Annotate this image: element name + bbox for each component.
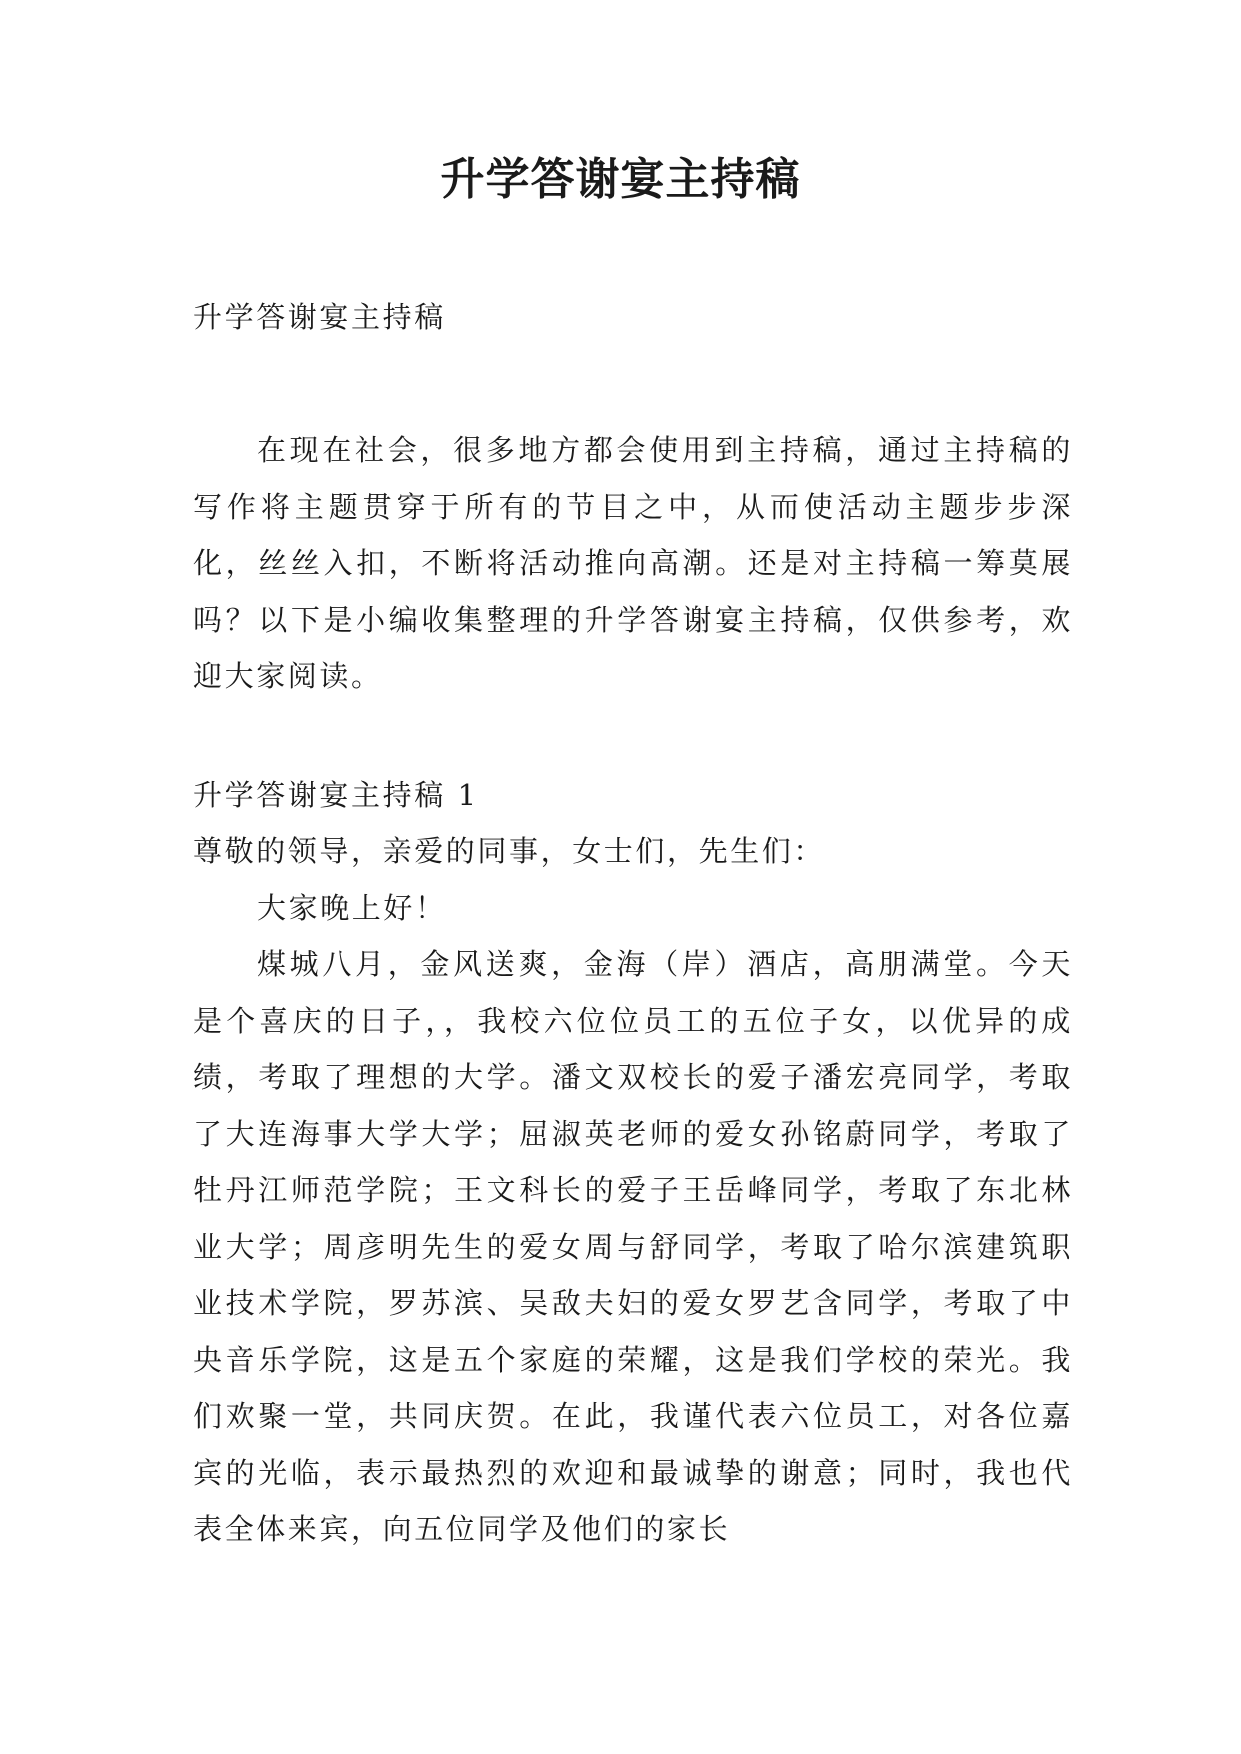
salutation: 尊敬的领导，亲爱的同事，女士们，先生们： [193,834,826,868]
spacer [193,705,1073,767]
document-content [193,292,1073,1558]
spacer [193,342,1073,422]
intro-paragraph: 在现在社会，很多地方都会使用到主持稿，通过主持稿的写作将主题贯穿于所有的节目之中，从而使活动主题步步深化，丝丝入扣，不断将活动推向高潮。还是对主持稿一筹莫展吗？以下是小编收集整理的升学答谢宴主持稿，仅供参考，欢迎大家阅读。 [193,433,1073,693]
body-paragraph: 煤城八月，金风送爽，金海（岸）酒店，高朋满堂。今天是个喜庆的日子，，我校六位位员工的五位子女，以优异的成绩，考取了理想的大学。潘文双校长的爱子潘宏亮同学，考取了大连海事大学大学；屈淑英老师的爱女孙铭蔚同学，考取了牡丹江师范学院；王文科长的爱子王岳峰同学，考取了东北林业大学；周彦明先生的爱女周与舒同学，考取了哈尔滨建筑职业技术学院，罗苏滨、吴敌夫妇的爱女罗艺含同学，考取了中央音乐学院，这是五个家庭的荣耀，这是我们学校的荣光。我们欢聚一堂，共同庆贺。在此，我谨代表六位员工，对各位嘉宾的光临，表示最热烈的欢迎和最诚挚的谢意；同时，我也代表全体来宾，向五位同学及他们的家长 [193,947,1073,1546]
section-heading: 升学答谢宴主持稿 1 [193,777,479,812]
document-title: 升学答谢宴主持稿 [440,154,801,205]
document-subtitle: 升学答谢宴主持稿 [193,300,446,334]
greeting: 大家晚上好！ [257,890,447,925]
